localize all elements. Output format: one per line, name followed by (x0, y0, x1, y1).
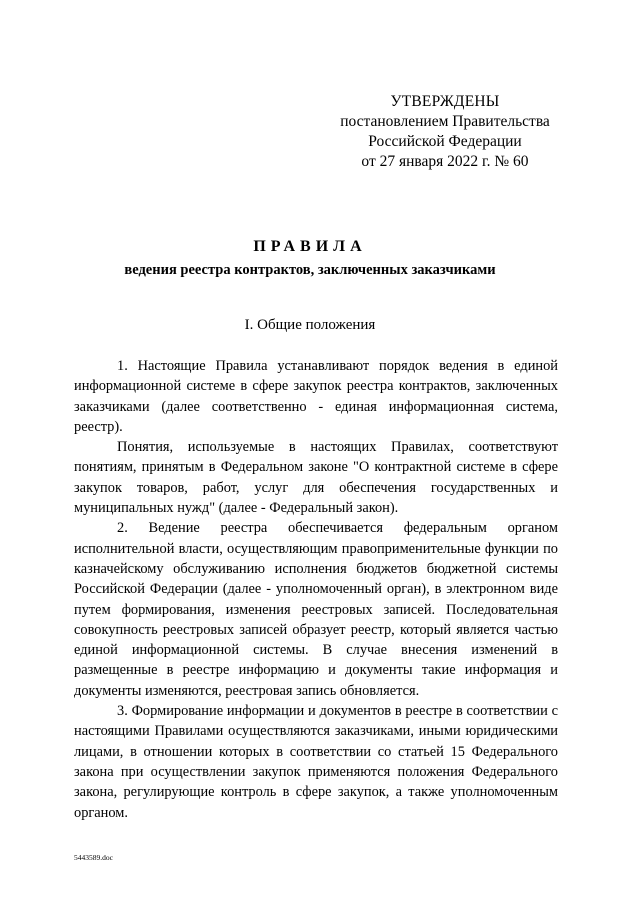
document-title: ПРАВИЛА (253, 238, 367, 255)
approval-heading: УТВЕРЖДЕНЫ (390, 93, 500, 110)
paragraph: Понятия, используемые в настоящих Правилах, соответствуют понятиям, принятым в Федеральном законе "О контрактной системе в сфере закупок товаров, работ, услуг для обеспечения государственных и муниципальных нужд" (далее - Федеральный закон). (74, 439, 558, 517)
paragraph: 2. Ведение реестра обеспечивается федеральным органом исполнительной власти, осуществляющим правоприменительные функции по казначейскому обслуживанию исполнения бюджетов бюджетной системы Российской Федерации (далее - уполномоченный орган), в электронном виде путем формирования, изменения реестровых записей. Последовательная совокупность реестровых записей образует реестр, который является частью единой информационной системы. В случае внесения изменений в размещенные в реестре информацию и документы такие информация и документы изменяются, реестровая запись обновляется. (74, 520, 558, 699)
footer-filename: 5443589.doc (74, 853, 113, 862)
paragraph: 1. Настоящие Правила устанавливают порядок ведения в единой информационной системе в сфере закупок реестра контрактов, заключенных заказчиками (далее соответственно - единая информационная система, реестр). (74, 358, 558, 435)
paragraph: 3. Формирование информации и документов в реестре в соответствии с настоящими Правилами осуществляются заказчиками, иными юридическими лицами, в отношении которых в соответствии со статьей 15 Федерального закона при осуществлении закупок применяются положения Федерального закона, регулирующие контроль в сфере закупок, а также уполномоченным органом. (74, 703, 558, 821)
document-subtitle: ведения реестра контрактов, заключенных заказчиками (124, 262, 496, 278)
approval-line: Российской Федерации (368, 133, 522, 150)
section-heading: I. Общие положения (244, 317, 376, 333)
approval-line: постановлением Правительства (340, 113, 550, 130)
document-body (74, 356, 558, 823)
approval-date-number: от 27 января 2022 г. № 60 (361, 153, 529, 170)
approval-stamp (330, 92, 560, 172)
